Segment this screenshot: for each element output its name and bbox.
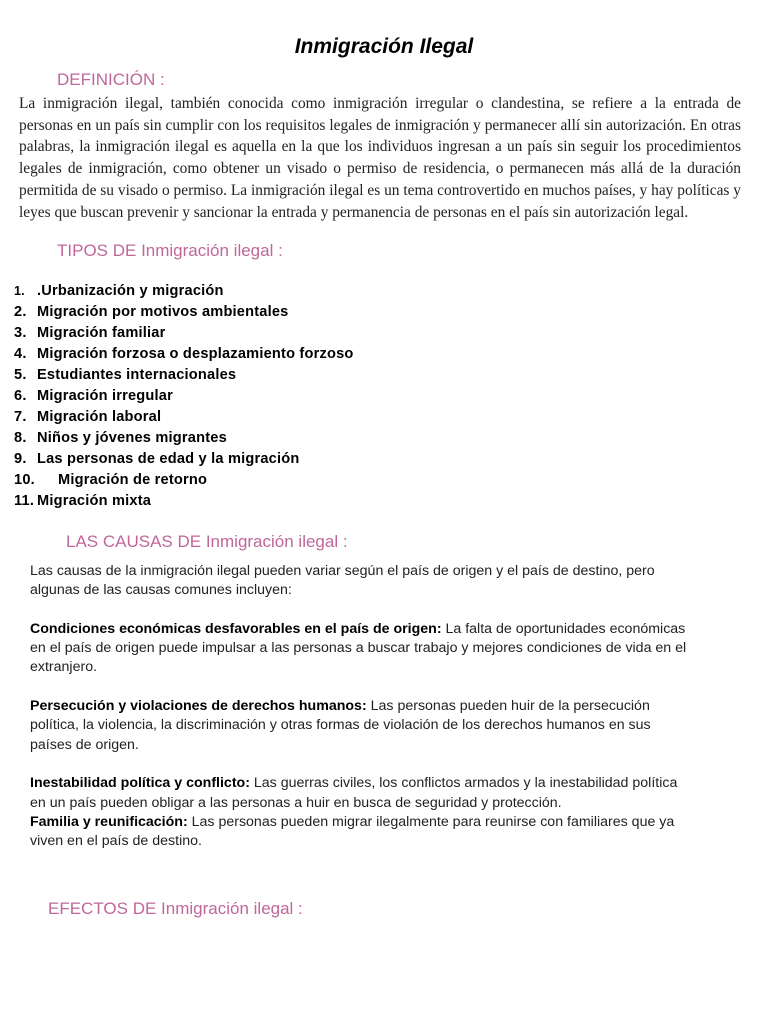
- list-item-number: 4.: [14, 346, 27, 362]
- list-item-number: 11.: [14, 493, 35, 509]
- cause-item: [30, 620, 690, 678]
- list-item-text: Migración familiar: [37, 325, 166, 341]
- spacer: [30, 601, 690, 620]
- list-item-text: Migración por motivos ambientales: [37, 304, 289, 320]
- cause-term: Condiciones económicas desfavorables en el país de origen:: [30, 620, 442, 637]
- list-item: [14, 281, 354, 302]
- list-item: [14, 428, 354, 449]
- list-item: [14, 470, 354, 491]
- page-title: Inmigración Ilegal: [294, 35, 474, 58]
- cause-item: [30, 697, 690, 755]
- list-item-text: .Urbanización y migración: [37, 283, 224, 299]
- list-item-text: Migración irregular: [37, 388, 173, 404]
- list-item: [14, 407, 354, 428]
- list-item: [14, 491, 354, 512]
- cause-description: Las guerras civiles, los conflictos armados y la inestabilidad política en un país pueden obligar a las personas a huir en busca de seguridad y protección.: [30, 775, 678, 811]
- cause-description: La falta de oportunidades económicas en el país de origen puede impulsar a las personas a buscar trabajo y mejores condiciones de vida en el extranjero.: [30, 620, 687, 676]
- list-item-text: Estudiantes internacionales: [37, 367, 237, 383]
- cause-description: Las personas pueden migrar ilegalmente para reunirse con familiares que ya viven en el país de destino.: [30, 813, 675, 850]
- list-item-text: Migración mixta: [37, 493, 152, 509]
- spacer: [30, 678, 690, 697]
- list-item-number: 7.: [14, 409, 27, 425]
- causes-section: [30, 562, 690, 851]
- list-item-number: 6.: [14, 388, 27, 404]
- list-item-number: 1.: [14, 284, 25, 298]
- cause-term: Persecución y violaciones de derechos humanos:: [30, 698, 367, 715]
- spacer: [30, 755, 690, 774]
- list-item-text: Niños y jóvenes migrantes: [37, 430, 227, 446]
- types-list: [14, 281, 354, 512]
- list-item: [14, 365, 354, 386]
- cause-term: Inestabilidad política y conflicto:: [30, 775, 250, 792]
- list-item: [14, 302, 354, 323]
- cause-item: [30, 813, 690, 852]
- types-heading: TIPOS DE Inmigración ilegal :: [57, 241, 283, 260]
- list-item: [14, 323, 354, 344]
- list-item-number: 9.: [14, 451, 27, 467]
- list-item-number: 8.: [14, 430, 27, 446]
- definition-heading: DEFINICIÓN :: [57, 70, 165, 89]
- list-item-text: Migración laboral: [37, 409, 162, 425]
- causes-heading: LAS CAUSAS DE Inmigración ilegal :: [66, 532, 348, 551]
- causes-intro: Las causas de la inmigración ilegal pueden variar según el país de origen y el país de destino, pero algunas de las causas comunes incluyen:: [30, 563, 655, 599]
- list-item: [14, 344, 354, 365]
- list-item: [14, 449, 354, 470]
- list-item-number: 5.: [14, 367, 27, 383]
- list-item-text: Migración forzosa o desplazamiento forzoso: [37, 346, 354, 362]
- list-item-number: 10.: [14, 472, 35, 488]
- list-item-number: 3.: [14, 325, 27, 341]
- list-item-number: 2.: [14, 304, 27, 320]
- list-item-text: Migración de retorno: [58, 472, 208, 488]
- effects-heading: EFECTOS DE Inmigración ilegal :: [48, 899, 303, 918]
- list-item-text: Las personas de edad y la migración: [37, 451, 300, 467]
- definition-paragraph: La inmigración ilegal, también conocida como inmigración irregular o clandestina, se refiere a la entrada de personas en un país sin cumplir con los requisitos legales de inmigración y permanecer allí sin autorización. En otras palabras, la inmigración ilegal es aquella en la que los individuos ingresan a un país sin seguir los procedimientos legales de inmigración, como obtener un visado o permiso de residencia, o permanecen más allá de la duración permitida de su visado o permiso. La inmigración ilegal es un tema controvertido en muchos países, y hay políticas y leyes que buscan prevenir y sancionar la entrada y permanencia de personas en el país sin autorización legal.: [19, 95, 741, 221]
- cause-description: Las personas pueden huir de la persecución política, la violencia, la discriminación y otras formas de violación de los derechos humanos en sus países de origen.: [30, 698, 651, 753]
- cause-item: [30, 774, 690, 813]
- cause-term: Familia y reunificación:: [30, 813, 188, 830]
- list-item: [14, 386, 354, 407]
